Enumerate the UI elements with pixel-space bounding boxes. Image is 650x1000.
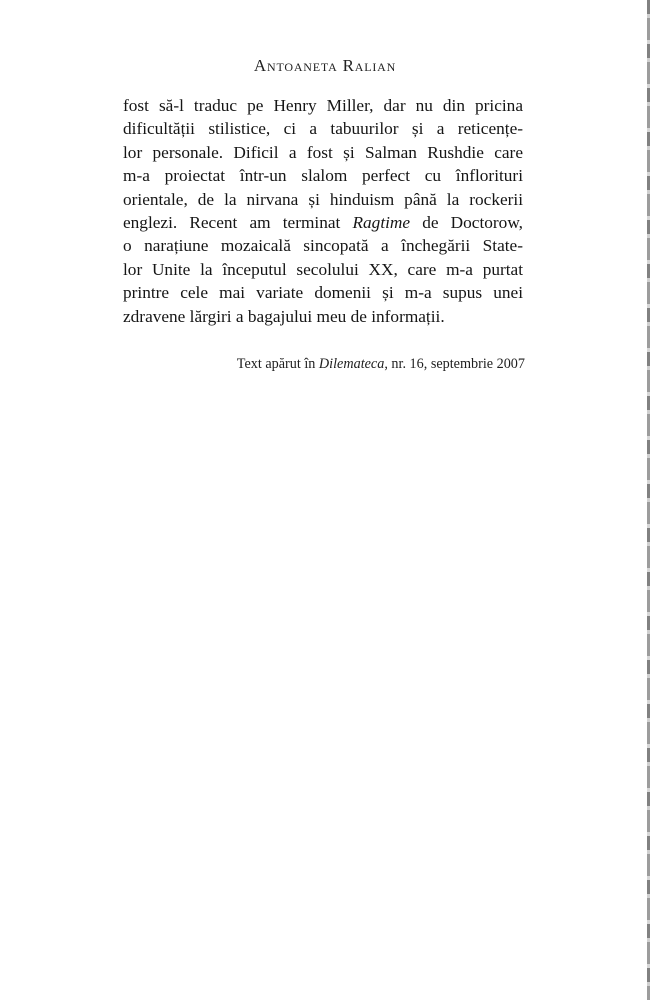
text-line: printre cele mai variate domenii și m-a supus unei <box>123 283 523 303</box>
text-line: fost să-l traduc pe Henry Miller, dar nu din pricina <box>123 96 523 115</box>
publication-name: Dilemateca <box>318 356 385 372</box>
text-segment: de Doctorow, <box>410 212 523 232</box>
text-line: zdravene lărgiri a bagajului meu de informații. <box>123 306 445 326</box>
text-segment: englezi. Recent am terminat <box>123 212 353 232</box>
text-line: lor Unite la începutul secolului XX, care m-a purtat <box>123 259 523 279</box>
text-line: o narațiune mozaicală sincopată a închegării State- <box>123 236 523 256</box>
source-note-prefix: Text apărut în <box>236 356 319 372</box>
text-line: m-a proiectat într-un slalom perfect cu înflorituri <box>123 166 523 186</box>
source-note <box>165 356 525 373</box>
text-line: lor personale. Dificil a fost și Salman Rushdie care <box>123 142 523 162</box>
source-note-suffix: , nr. 16, septembrie 2007 <box>384 356 525 372</box>
text-line <box>123 211 523 234</box>
text-line: orientale, de la nirvana și hinduism până la rockerii <box>123 189 523 209</box>
text-line: dificultății stilistice, ci a tabuurilor și a reticențe- <box>123 119 523 139</box>
running-head-author: Antoaneta Ralian <box>253 56 397 75</box>
body-paragraph <box>123 94 523 328</box>
book-title-ragtime: Ragtime <box>352 212 411 232</box>
